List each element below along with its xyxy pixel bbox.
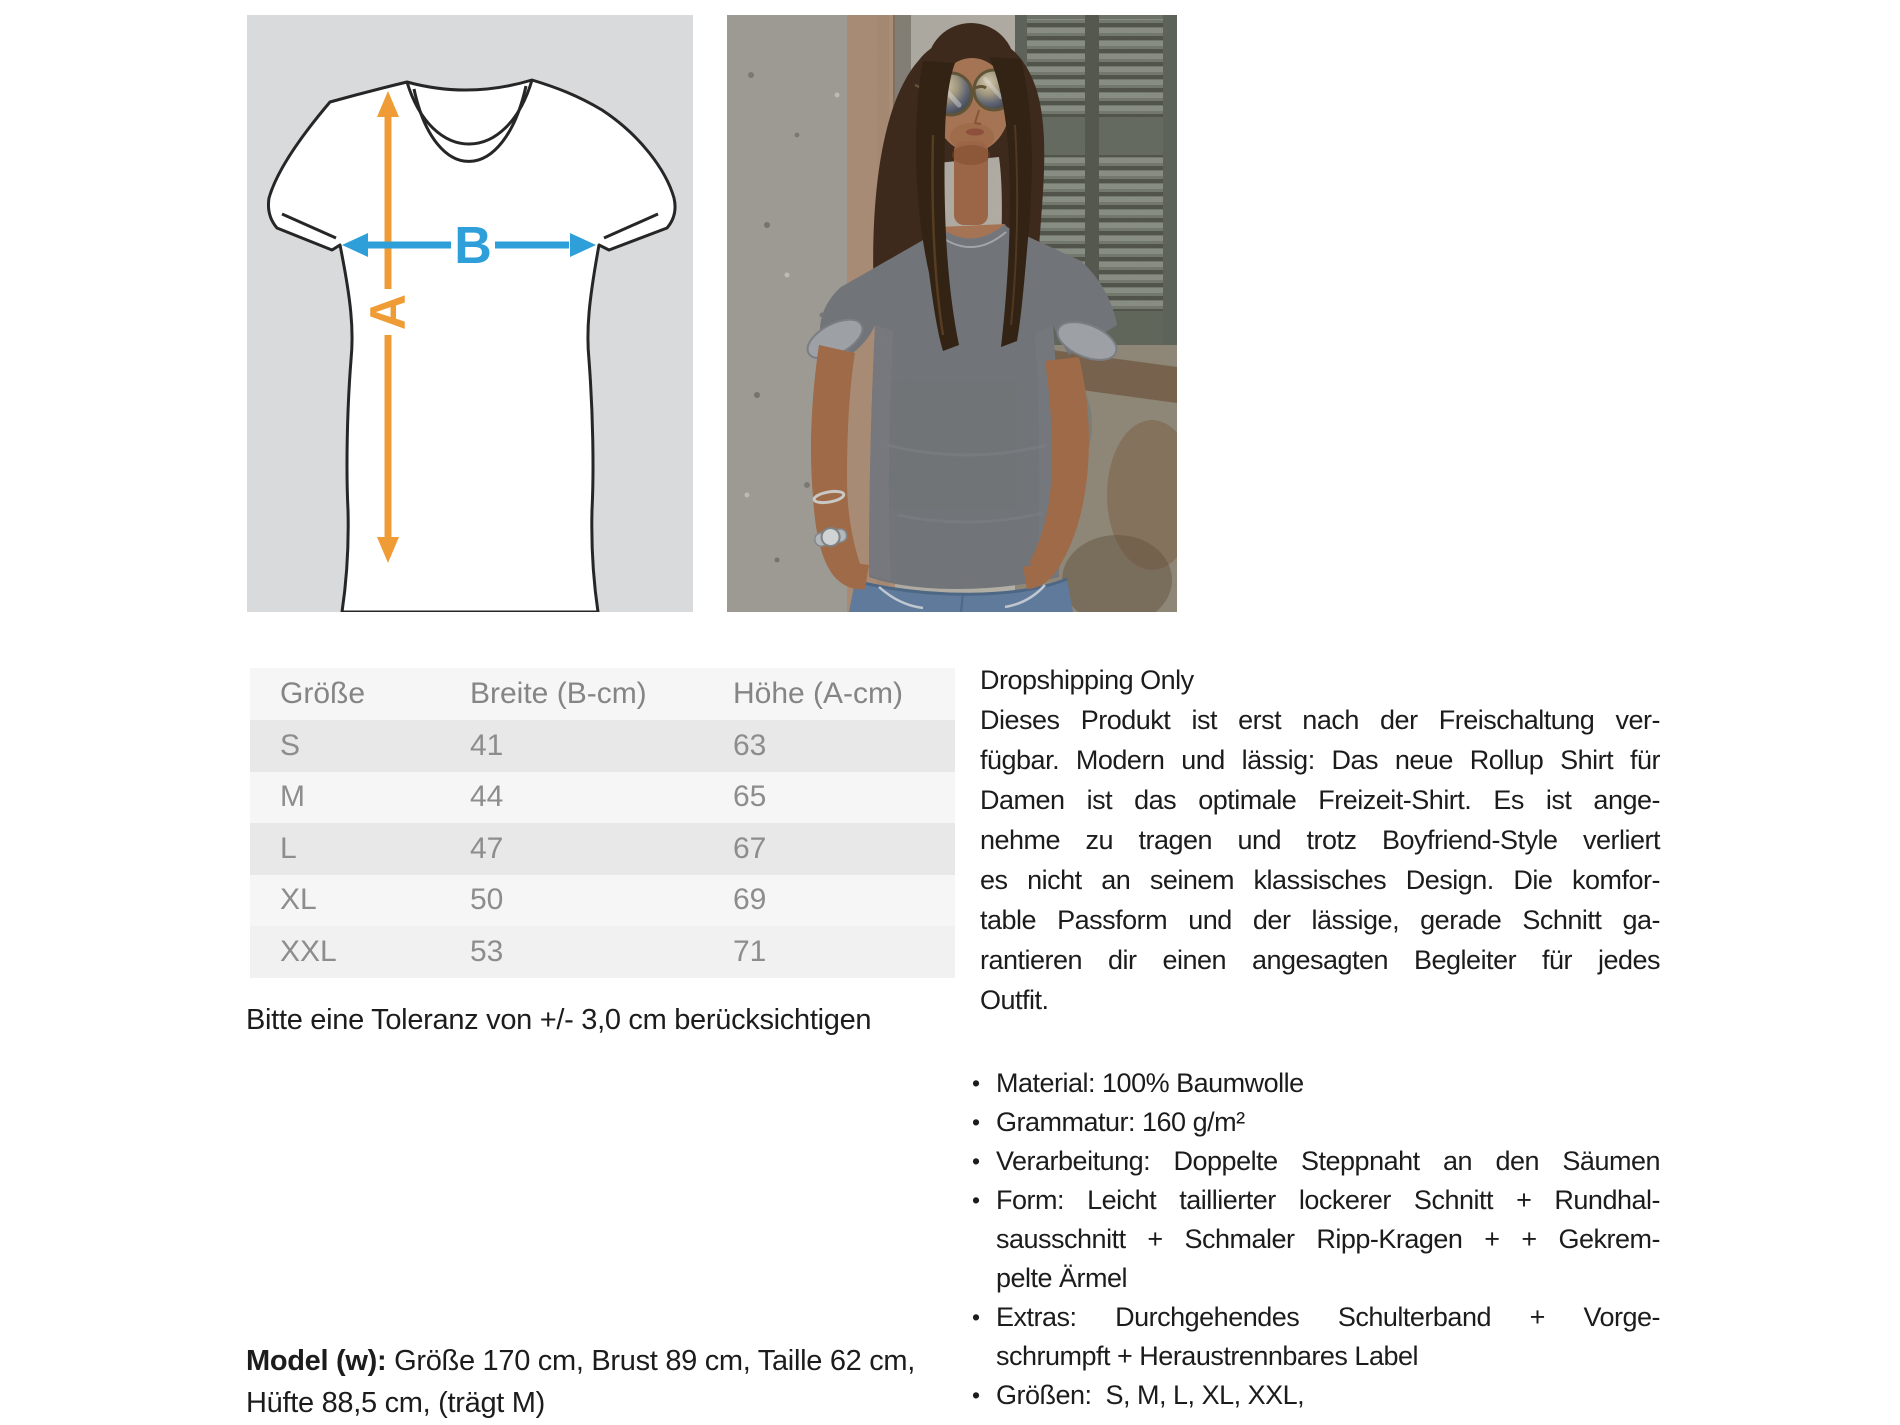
size-table-cell: 67: [733, 831, 767, 865]
product-description: [972, 660, 1660, 1415]
description-line: es nicht an seinem klassisches Design. Die komfor-: [980, 865, 1660, 895]
bullet-item: [966, 1064, 1660, 1103]
model-photo: [727, 15, 1177, 612]
description-line: Outfit.: [980, 985, 1049, 1015]
size-table-cell: 71: [733, 934, 767, 968]
size-diagram: [247, 15, 693, 612]
bullet-line: Form: Leicht taillierter lockerer Schnitt + Rundhal-: [996, 1185, 1660, 1215]
size-table-header-cell: Größe: [280, 677, 366, 710]
bullet-line: schrumpft + Heraustrennbares Label: [996, 1341, 1418, 1371]
bullet-line: Grammatur: 160 g/m²: [996, 1107, 1245, 1137]
description-line: rantieren dir einen angesagten Begleiter für jedes: [980, 945, 1660, 975]
size-table-row: [250, 772, 955, 824]
size-table-row: [250, 720, 955, 772]
model-note-line2: Hüfte 88,5 cm, (trägt M): [246, 1387, 545, 1419]
bullet-lines: [996, 1181, 1660, 1298]
bullet-item: [966, 1103, 1660, 1142]
description-line: Damen ist das optimale Freizeit-Shirt. Es ist ange-: [980, 785, 1660, 815]
size-table-cell: XL: [280, 883, 317, 917]
bullet-lines: [996, 1064, 1660, 1103]
bullet-glyph: •: [972, 1148, 980, 1174]
description-line: fügbar. Modern und lässig: Das neue Rollup Shirt für: [980, 745, 1660, 775]
size-table-cell: S: [280, 728, 301, 762]
bullet-item: [966, 1142, 1660, 1181]
size-table-header-cell: Höhe (A-cm): [733, 677, 904, 710]
bullet-lines: [996, 1298, 1660, 1376]
size-table-cell: 53: [470, 934, 504, 968]
model-note: [246, 1340, 1006, 1424]
photo-grain: [727, 15, 1177, 612]
model-photo-illustration: [727, 15, 1177, 612]
bullet-line: sausschnitt + Schmaler Ripp-Kragen + + Gekrem-: [996, 1224, 1660, 1254]
description-line: Dieses Produkt ist erst nach der Freischaltung ver-: [980, 705, 1660, 735]
size-table: [250, 668, 955, 978]
tshirt-measurement-illustration: [247, 15, 693, 612]
bullet-glyph: •: [972, 1109, 980, 1135]
size-table-cell: M: [280, 780, 305, 814]
bullet-line: pelte Ärmel: [996, 1263, 1128, 1293]
model-note-label: Model (w):: [246, 1345, 387, 1377]
tolerance-note: Bitte eine Toleranz von +/- 3,0 cm berücksichtigen: [246, 1004, 872, 1036]
model-note-measurements: Größe 170 cm, Brust 89 cm, Taille 62 cm,: [386, 1345, 916, 1377]
bullet-line: Größen: S, M, L, XL, XXL,: [996, 1380, 1305, 1410]
bullet-line: Material: 100% Baumwolle: [996, 1068, 1304, 1098]
size-table-body: [250, 720, 955, 978]
bullet-glyph: •: [972, 1187, 980, 1213]
bullet-glyph: •: [972, 1382, 980, 1408]
bullet-glyph: •: [972, 1070, 980, 1096]
size-table-cell: 63: [733, 728, 767, 762]
bullet-lines: [996, 1142, 1660, 1181]
size-table-cell: XXL: [280, 934, 337, 968]
size-table-row: [250, 926, 955, 978]
description-line: table Passform und der lässige, gerade Schnitt ga-: [980, 905, 1660, 935]
size-table-cell: 69: [733, 883, 767, 917]
bullet-item: [966, 1298, 1660, 1376]
size-table-cell: 65: [733, 780, 767, 814]
description-title: Dropshipping Only: [980, 665, 1194, 695]
label-b: B: [454, 217, 492, 275]
size-table-cell: 47: [470, 831, 504, 865]
bullet-lines: [996, 1376, 1660, 1415]
size-table-cell: 41: [470, 728, 504, 762]
size-table-cell: 44: [470, 780, 504, 814]
size-table-row: [250, 823, 955, 875]
bullet-item: [966, 1181, 1660, 1298]
bullet-glyph: •: [972, 1304, 980, 1330]
description-bullets: [972, 1064, 1660, 1415]
size-table-cell: L: [280, 831, 297, 865]
bullet-lines: [996, 1103, 1660, 1142]
size-table-header-row: [250, 668, 955, 720]
bullet-line: Verarbeitung: Doppelte Steppnaht an den Säumen: [996, 1146, 1660, 1176]
size-table-row: [250, 875, 955, 927]
description-paragraph: [980, 700, 1660, 1020]
label-a: A: [360, 293, 416, 331]
description-line: nehme zu tragen und trotz Boyfriend-Style verliert: [980, 825, 1660, 855]
bullet-item: [966, 1376, 1660, 1415]
size-table-header-cell: Breite (B-cm): [470, 677, 647, 710]
size-table-cell: 50: [470, 883, 504, 917]
bullet-line: Extras: Durchgehendes Schulterband + Vorge-: [996, 1302, 1660, 1332]
